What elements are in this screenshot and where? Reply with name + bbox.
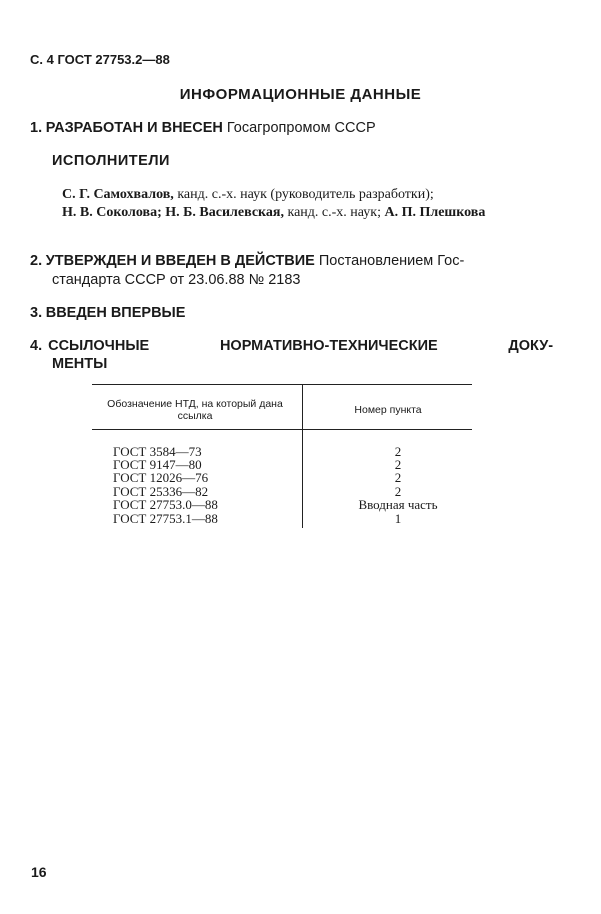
section-4 (30, 338, 553, 355)
section-2 (30, 253, 464, 270)
table-row-item: 2 (394, 470, 402, 485)
section-4-number: 4. (30, 338, 43, 354)
table-row-doc: ГОСТ 27753.0—88 (113, 497, 218, 512)
table-header-rule (92, 429, 472, 430)
section-2-continuation: стандарта СССР от 23.06.88 № 2183 (52, 272, 301, 288)
section-4-word-1: ССЫЛОЧНЫЕ (48, 338, 150, 354)
table-row-item: 2 (394, 484, 402, 499)
section-1-lead: РАЗРАБОТАН И ВНЕСЕН (45, 120, 223, 136)
executors-heading: ИСПОЛНИТЕЛИ (52, 153, 170, 169)
executor-3-name: Н. Б. Василевская, (161, 205, 284, 220)
executor-1-title: канд. с.-х. наук (руководитель разработки); (173, 187, 434, 202)
executors-list (62, 186, 562, 222)
table-row-doc: ГОСТ 3584—73 (113, 444, 202, 459)
table-header-document: Обозначение НТД, на который дана ссылка (107, 398, 283, 422)
table-top-rule (92, 384, 472, 385)
executor-4-name: А. П. Плешкова (380, 205, 486, 220)
section-4-continuation: МЕНТЫ (52, 356, 108, 372)
section-4-word-2: НОРМАТИВНО-ТЕХНИЧЕСКИЕ (219, 338, 438, 354)
table-row-item: 2 (394, 457, 402, 472)
table-row-doc: ГОСТ 12026—76 (113, 470, 209, 485)
section-2-number: 2. (30, 253, 43, 269)
page-number: 16 (31, 864, 47, 880)
table-row-doc: ГОСТ 9147—80 (113, 457, 202, 472)
section-2-text: Постановлением Гос- (314, 253, 465, 269)
section-1-number: 1. (30, 120, 43, 136)
table-header-item: Номер пункта (354, 404, 422, 416)
section-1-text: Госагропромом СССР (222, 120, 376, 136)
section-3 (30, 305, 185, 322)
table-row-item: 2 (394, 444, 402, 459)
section-4-word-3: ДОКУ- (508, 338, 554, 354)
section-3-lead: ВВЕДЕН ВПЕРВЫЕ (45, 305, 186, 321)
table-row-item: Вводная часть (358, 497, 438, 512)
executor-2-name: Н. В. Соколова; (62, 205, 162, 220)
page-title: ИНФОРМАЦИОННЫЕ ДАННЫЕ (179, 86, 422, 103)
executor-1-name: С. Г. Самохвалов, (62, 187, 174, 202)
section-1 (30, 120, 376, 137)
executor-3-title: канд. с.-х. наук; (283, 205, 381, 220)
running-header: С. 4 ГОСТ 27753.2—88 (30, 52, 170, 67)
table-column-divider (302, 384, 303, 528)
table-row-item: 1 (394, 511, 402, 526)
table-row-doc: ГОСТ 25336—82 (113, 484, 209, 499)
section-3-number: 3. (30, 305, 43, 321)
table-row-doc: ГОСТ 27753.1—88 (113, 511, 218, 526)
section-2-lead: УТВЕРЖДЕН И ВВЕДЕН В ДЕЙСТВИЕ (45, 253, 315, 269)
